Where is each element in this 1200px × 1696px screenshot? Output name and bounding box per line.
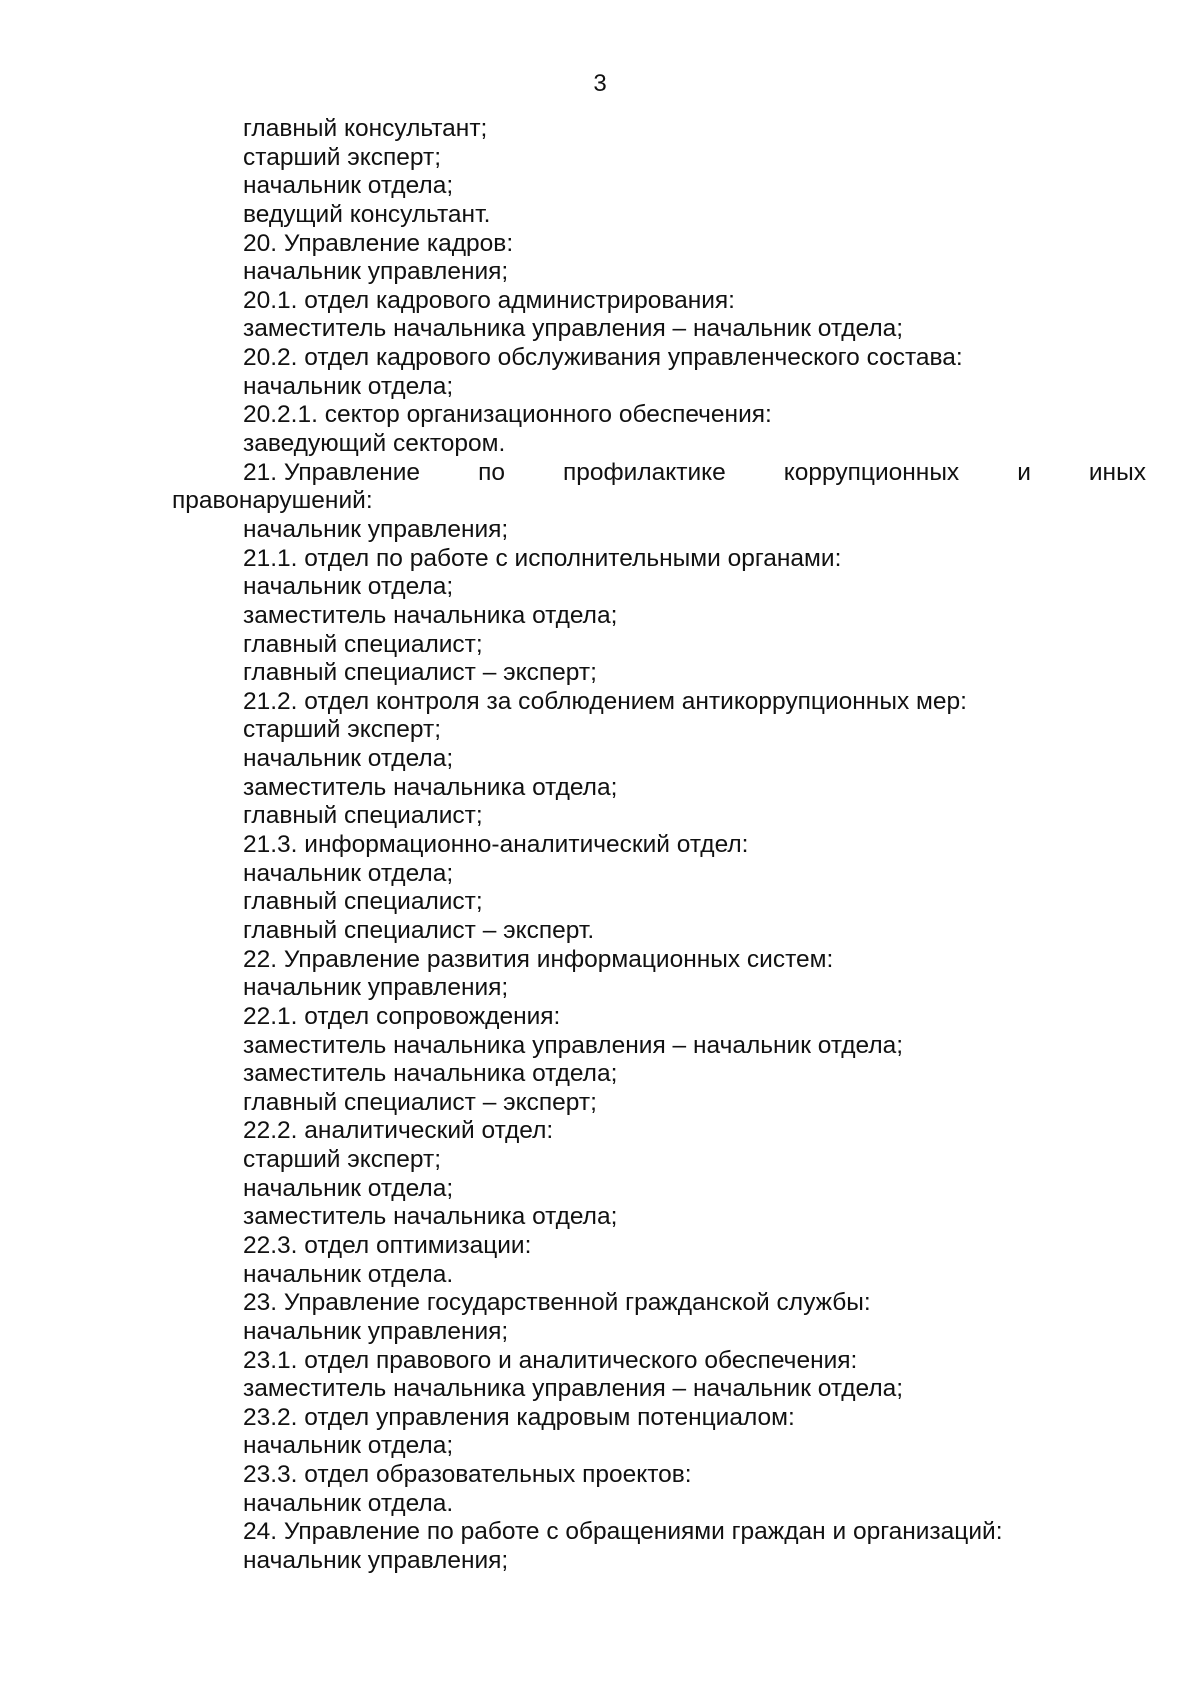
text-line: начальник отдела. (243, 1260, 454, 1288)
text-word: 21. Управление (243, 458, 421, 486)
text-line: 22. Управление развития информационных систем: (243, 945, 834, 973)
text-line: 22.1. отдел сопровождения: (243, 1002, 561, 1030)
text-line: главный специалист – эксперт. (243, 916, 595, 944)
text-line: главный специалист – эксперт; (243, 1088, 597, 1116)
text-line: начальник отдела; (243, 1432, 454, 1460)
text-line: старший эксперт; (243, 143, 442, 171)
text-line: заместитель начальника отдела; (243, 1203, 618, 1231)
text-line: начальник управления; (243, 974, 509, 1002)
text-line: 20.2.1. сектор организационного обеспечения: (243, 401, 772, 429)
text-line: главный специалист; (243, 802, 483, 830)
text-line: начальник отдела; (243, 573, 454, 601)
text-line: 20.1. отдел кадрового администрирования: (243, 286, 735, 314)
text-line: начальник отдела; (243, 372, 454, 400)
text-line: заместитель начальника отдела; (243, 601, 618, 629)
text-line: начальник отдела; (243, 859, 454, 887)
text-line: 21.2. отдел контроля за соблюдением антикоррупционных мер: (243, 687, 967, 715)
text-line: 24. Управление по работе с обращениями граждан и организаций: (243, 1518, 1003, 1546)
text-word: и (1017, 458, 1031, 486)
text-line: 23.3. отдел образовательных проектов: (243, 1461, 692, 1489)
text-line: заместитель начальника управления – начальник отдела; (243, 315, 904, 343)
text-line: 23. Управление государственной гражданской службы: (243, 1289, 871, 1317)
text-line: 20. Управление кадров: (243, 229, 514, 257)
text-line: начальник отдела. (243, 1489, 454, 1517)
text-line: 21.3. информационно-аналитический отдел: (243, 831, 749, 859)
text-line: 23.1. отдел правового и аналитического обеспечения: (243, 1346, 858, 1374)
text-line: 22.2. аналитический отдел: (243, 1117, 554, 1145)
text-word: иных (1088, 458, 1146, 486)
page-number: 3 (593, 70, 607, 97)
text-line: начальник отдела; (243, 1174, 454, 1202)
text-line: начальник отдела; (243, 172, 454, 200)
text-line: начальник управления; (243, 258, 509, 286)
text-line: правонарушений: (172, 487, 373, 515)
text-line (172, 459, 1146, 488)
text-line: заместитель начальника управления – начальник отдела; (243, 1031, 904, 1059)
text-line: заместитель начальника отдела; (243, 773, 618, 801)
text-line: ведущий консультант. (243, 200, 491, 228)
text-line: старший эксперт; (243, 716, 442, 744)
text-line: главный специалист; (243, 888, 483, 916)
text-line: начальник управления; (243, 515, 509, 543)
text-word: коррупционных (783, 458, 960, 486)
text-line: заведующий сектором. (243, 430, 506, 458)
text-line: заместитель начальника управления – начальник отдела; (243, 1375, 904, 1403)
text-word: профилактике (562, 458, 726, 486)
text-line: 22.3. отдел оптимизации: (243, 1231, 532, 1259)
text-word: по (478, 458, 505, 486)
document-body (172, 115, 1146, 1576)
text-line: начальник управления; (243, 1547, 509, 1575)
text-line: 21.1. отдел по работе с исполнительными органами: (243, 544, 842, 572)
text-line: начальник управления; (243, 1317, 509, 1345)
text-line: главный консультант; (243, 115, 488, 142)
text-line: старший эксперт; (243, 1146, 442, 1174)
text-line: заместитель начальника отдела; (243, 1060, 618, 1088)
text-line: главный специалист; (243, 630, 483, 658)
text-line: начальник отдела; (243, 745, 454, 773)
text-line: 20.2. отдел кадрового обслуживания управленческого состава: (243, 344, 963, 372)
text-line: главный специалист – эксперт; (243, 659, 597, 687)
text-line: 23.2. отдел управления кадровым потенциалом: (243, 1403, 795, 1431)
